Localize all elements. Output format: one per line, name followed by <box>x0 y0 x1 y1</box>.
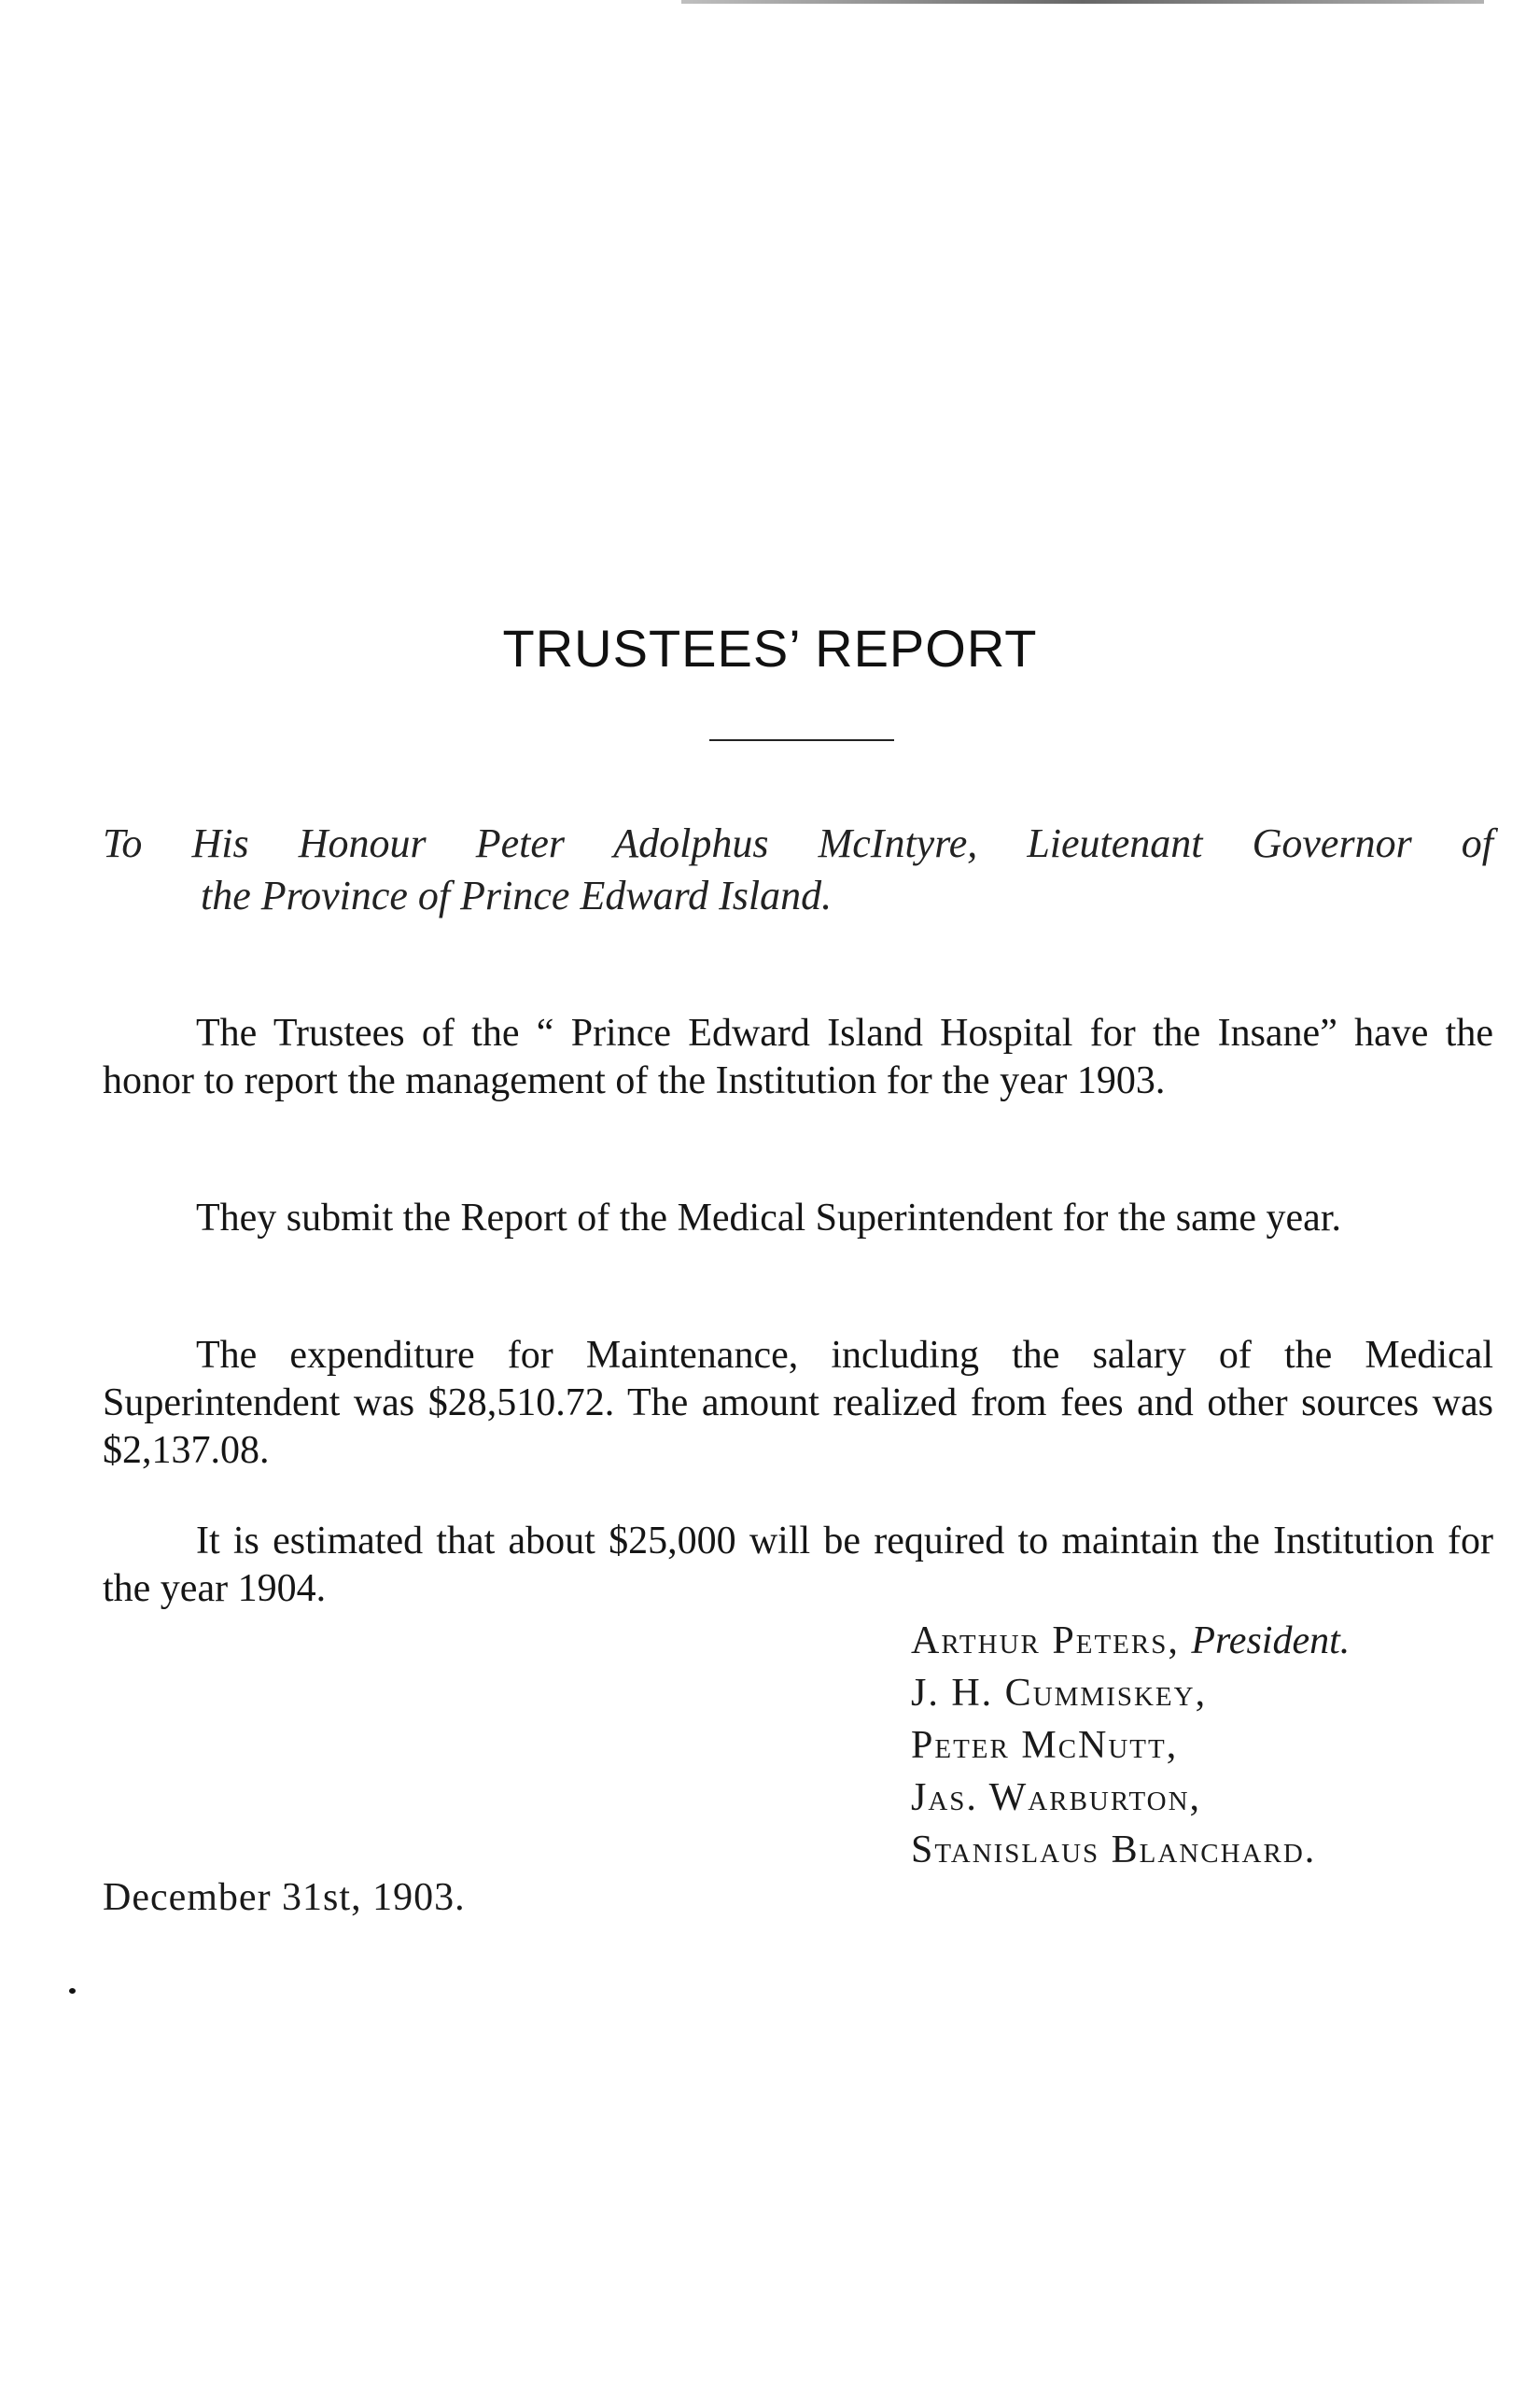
address-line-1: To His Honour Peter Adolphus McIntyre, Lieutenant Governor of <box>103 820 1493 866</box>
signatory-name: Arthur Peters, <box>911 1619 1180 1662</box>
signatory-name: Stanislaus Blanchard. <box>911 1829 1317 1871</box>
report-date: December 31st, 1903. <box>103 1876 466 1919</box>
paragraph-superintendent: They submit the Report of the Medical Superintendent for the same year. <box>196 1197 1341 1240</box>
signatory-name: J. H. Cummiskey, <box>911 1672 1208 1715</box>
signatures-block <box>911 1615 1508 1876</box>
address-block <box>103 818 1493 922</box>
signatory-5 <box>911 1824 1508 1876</box>
title-divider <box>709 739 894 741</box>
signatory-2 <box>911 1667 1508 1719</box>
paragraph-expenditure: The expenditure for Maintenance, including the salary of the Medical Superintendent was $28,510.72. The amount realized from fees and other sources was $2,137.08. <box>103 1334 1493 1472</box>
scan-edge-mark <box>681 0 1484 4</box>
signatory-name: Jas. Warburton, <box>911 1776 1202 1819</box>
signatory-role: President. <box>1191 1619 1351 1662</box>
paragraph-management: The Trustees of the “ Prince Edward Island Hospital for the Insane” have the honor to report the management of the Institution for the year 1903. <box>103 1012 1493 1102</box>
signatory-4 <box>911 1772 1508 1824</box>
paragraph-estimate: It is estimated that about $25,000 will be required to maintain the Institution for the year 1904. <box>103 1520 1493 1610</box>
address-line-2: the Province of Prince Edward Island. <box>201 873 833 918</box>
signatory-3 <box>911 1719 1508 1772</box>
signatory-name: Peter McNutt, <box>911 1724 1179 1767</box>
scan-speck <box>69 1988 76 1994</box>
page-title: TRUSTEES’ REPORT <box>502 619 1038 678</box>
signatory-1 <box>911 1615 1508 1667</box>
